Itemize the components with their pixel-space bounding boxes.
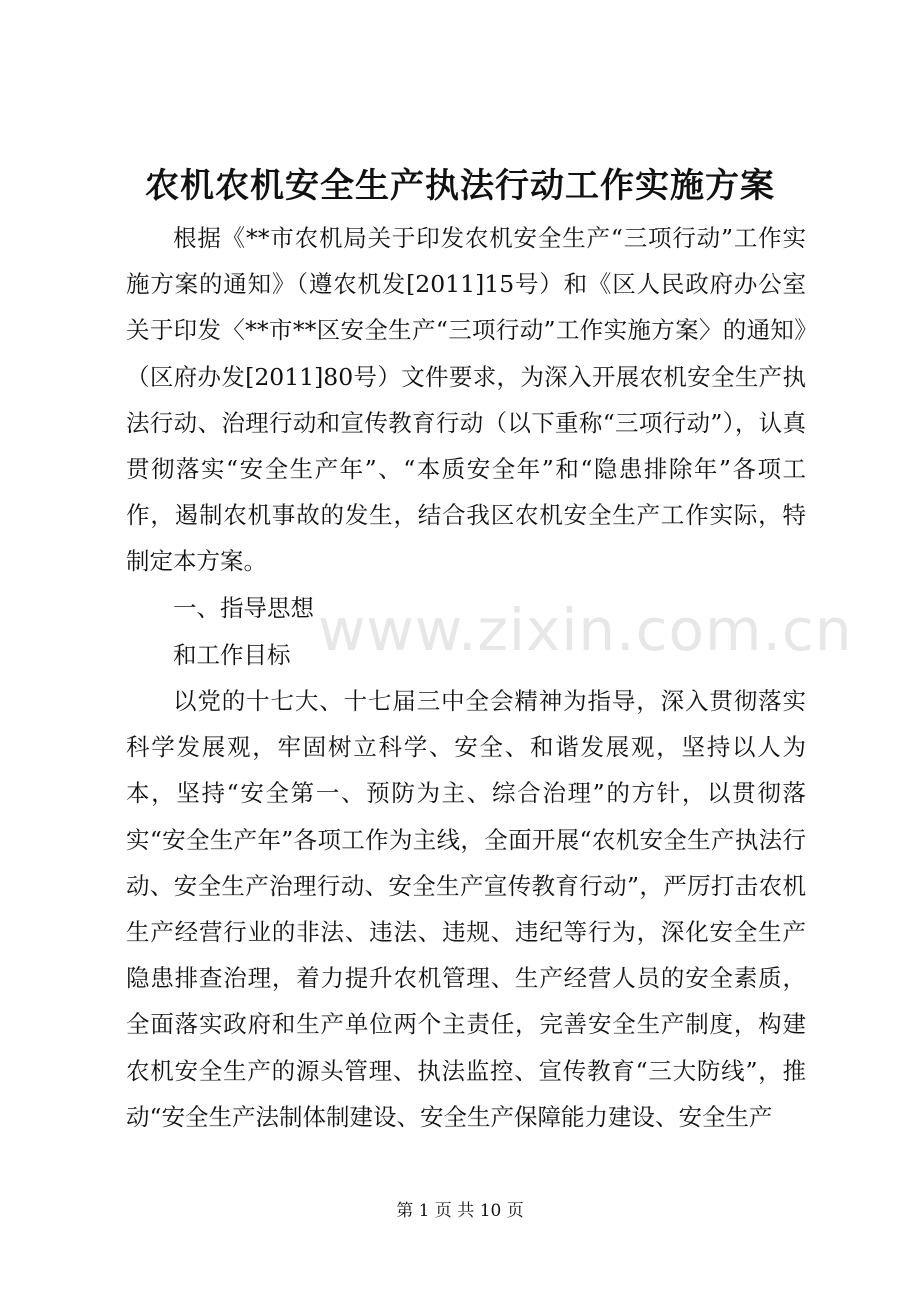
section-subheading-text: 和工作目标 — [173, 641, 291, 669]
paragraph-guidance — [126, 678, 806, 1140]
section-heading-text: 一、指导思想 — [173, 594, 314, 622]
page-footer: 第 1 页 共 10 页 — [396, 1201, 524, 1221]
site-watermark: www.zixin.com.cn — [318, 596, 853, 664]
document-title: 农机农机安全生产执法行动工作实施方案 — [145, 166, 775, 206]
paragraph-intro-text: 根据《**市农机局关于印发农机安全生产“三项行动”工作实施方案的通知》（遵农机发[2011]15号）和《区人民政府办公室关于印发〈**市**区安全生产“三项行动”工作实施方案〉的通知》（区府办发[2011]80号）文件要求，为深入开展农机安全生产执法行动、治理行动和宣传教育行动（以下重称“三项行动”），认真贯彻落实“安全生产年”、“本质安全年”和“隐患排除年”各项工作，遏制农机事故的发生，结合我区农机安全生产工作实际，特制定本方案。 — [126, 224, 806, 576]
paragraph-intro — [126, 215, 806, 585]
paragraph-guidance-text: 以党的十七大、十七届三中全会精神为指导，深入贯彻落实科学发展观，牢固树立科学、安全、和谐发展观，坚持以人为本，坚持“安全第一、预防为主、综合治理”的方针，以贯彻落实“安全生产年”各项工作为主线，全面开展“农机安全生产执法行动、安全生产治理行动、安全生产宣传教育行动”，严厉打击农机生产经营行业的非法、违法、违规、违纪等行为，深化安全生产隐患排查治理，着力提升农机管理、生产经营人员的安全素质，全面落实政府和生产单位两个主责任，完善安全生产制度，构建农机安全生产的源头管理、执法监控、宣传教育“三大防线”，推动“安全生产法制体制建设、安全生产保障能力建设、安全生产 — [126, 687, 806, 1131]
